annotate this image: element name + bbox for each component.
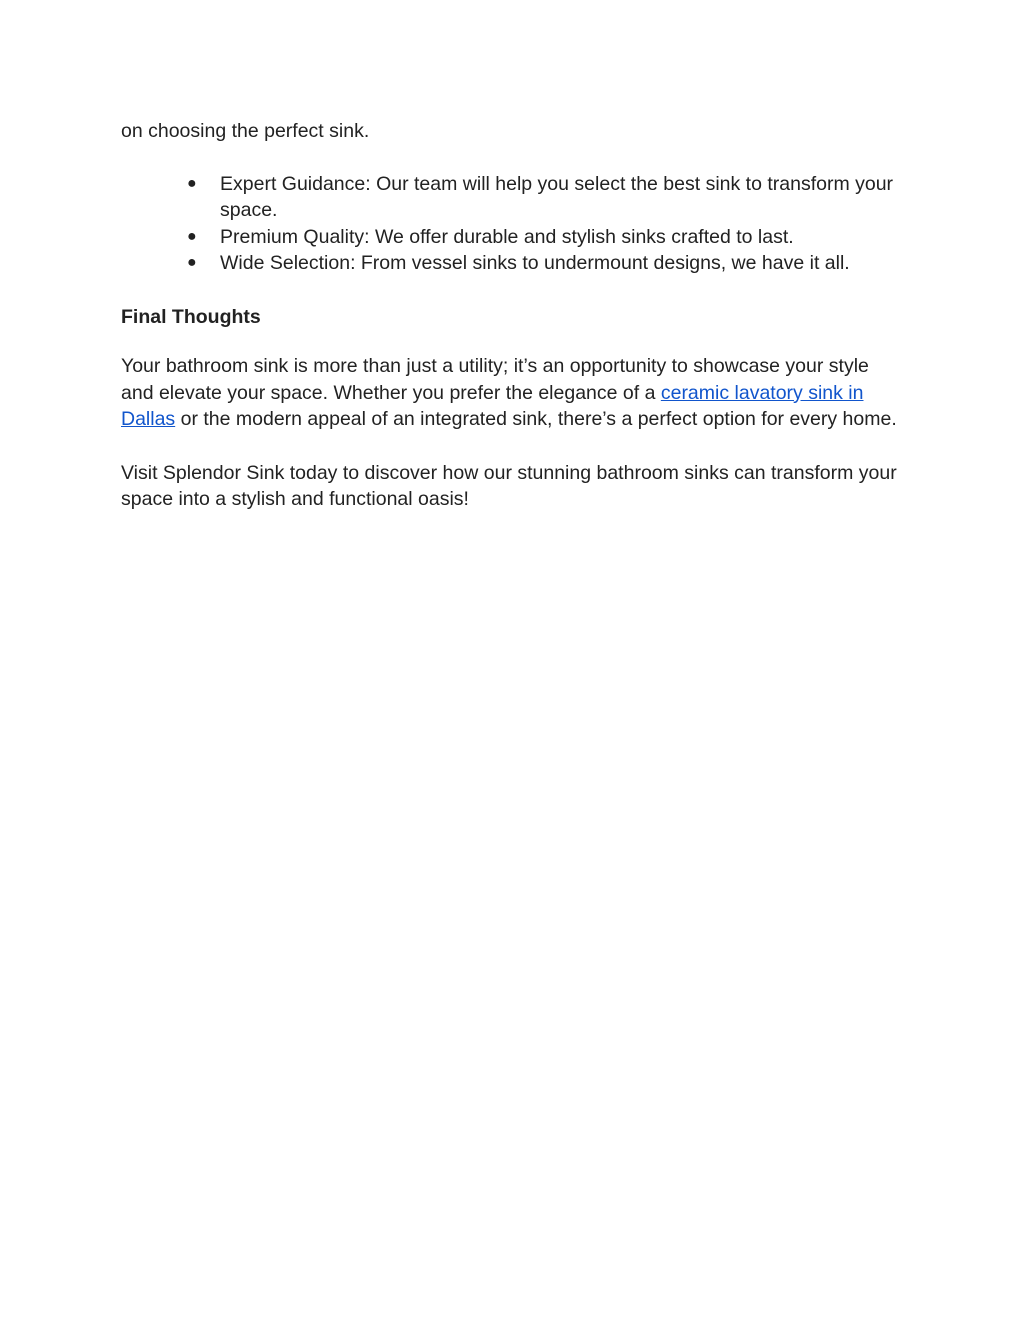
list-item [187,224,901,251]
final-thoughts-paragraph [121,353,901,433]
list-item-text: Expert Guidance: Our team will help you select the best sink to transform your space. [220,172,894,221]
body-text-after-link: or the modern appeal of an integrated sink, there’s a perfect option for every home. [175,408,897,430]
bullet-icon: ● [187,227,197,245]
intro-paragraph-tail: on choosing the perfect sink. [121,120,370,142]
benefits-list [121,171,901,277]
body-text-before-link: Your bathroom sink is more than just a utility; it’s an opportunity to showcase your style and elevate your space. Whether you prefer the elegance of a [121,355,869,404]
closing-paragraph: Visit Splendor Sink today to discover how our stunning bathroom sinks can transform your space into a stylish and functional oasis! [121,461,897,510]
document-page [121,118,901,513]
list-item-text: Premium Quality: We offer durable and stylish sinks crafted to last. [220,225,794,248]
list-item [187,250,901,277]
bullet-icon: ● [187,254,197,271]
section-heading: Final Thoughts [121,305,261,328]
list-item-text: Wide Selection: From vessel sinks to undermount designs, we have it all. [220,252,850,274]
list-item [187,171,901,224]
ceramic-lavatory-sink-link[interactable]: ceramic lavatory sink in Dallas [121,381,864,430]
bullet-icon: ● [187,174,197,192]
